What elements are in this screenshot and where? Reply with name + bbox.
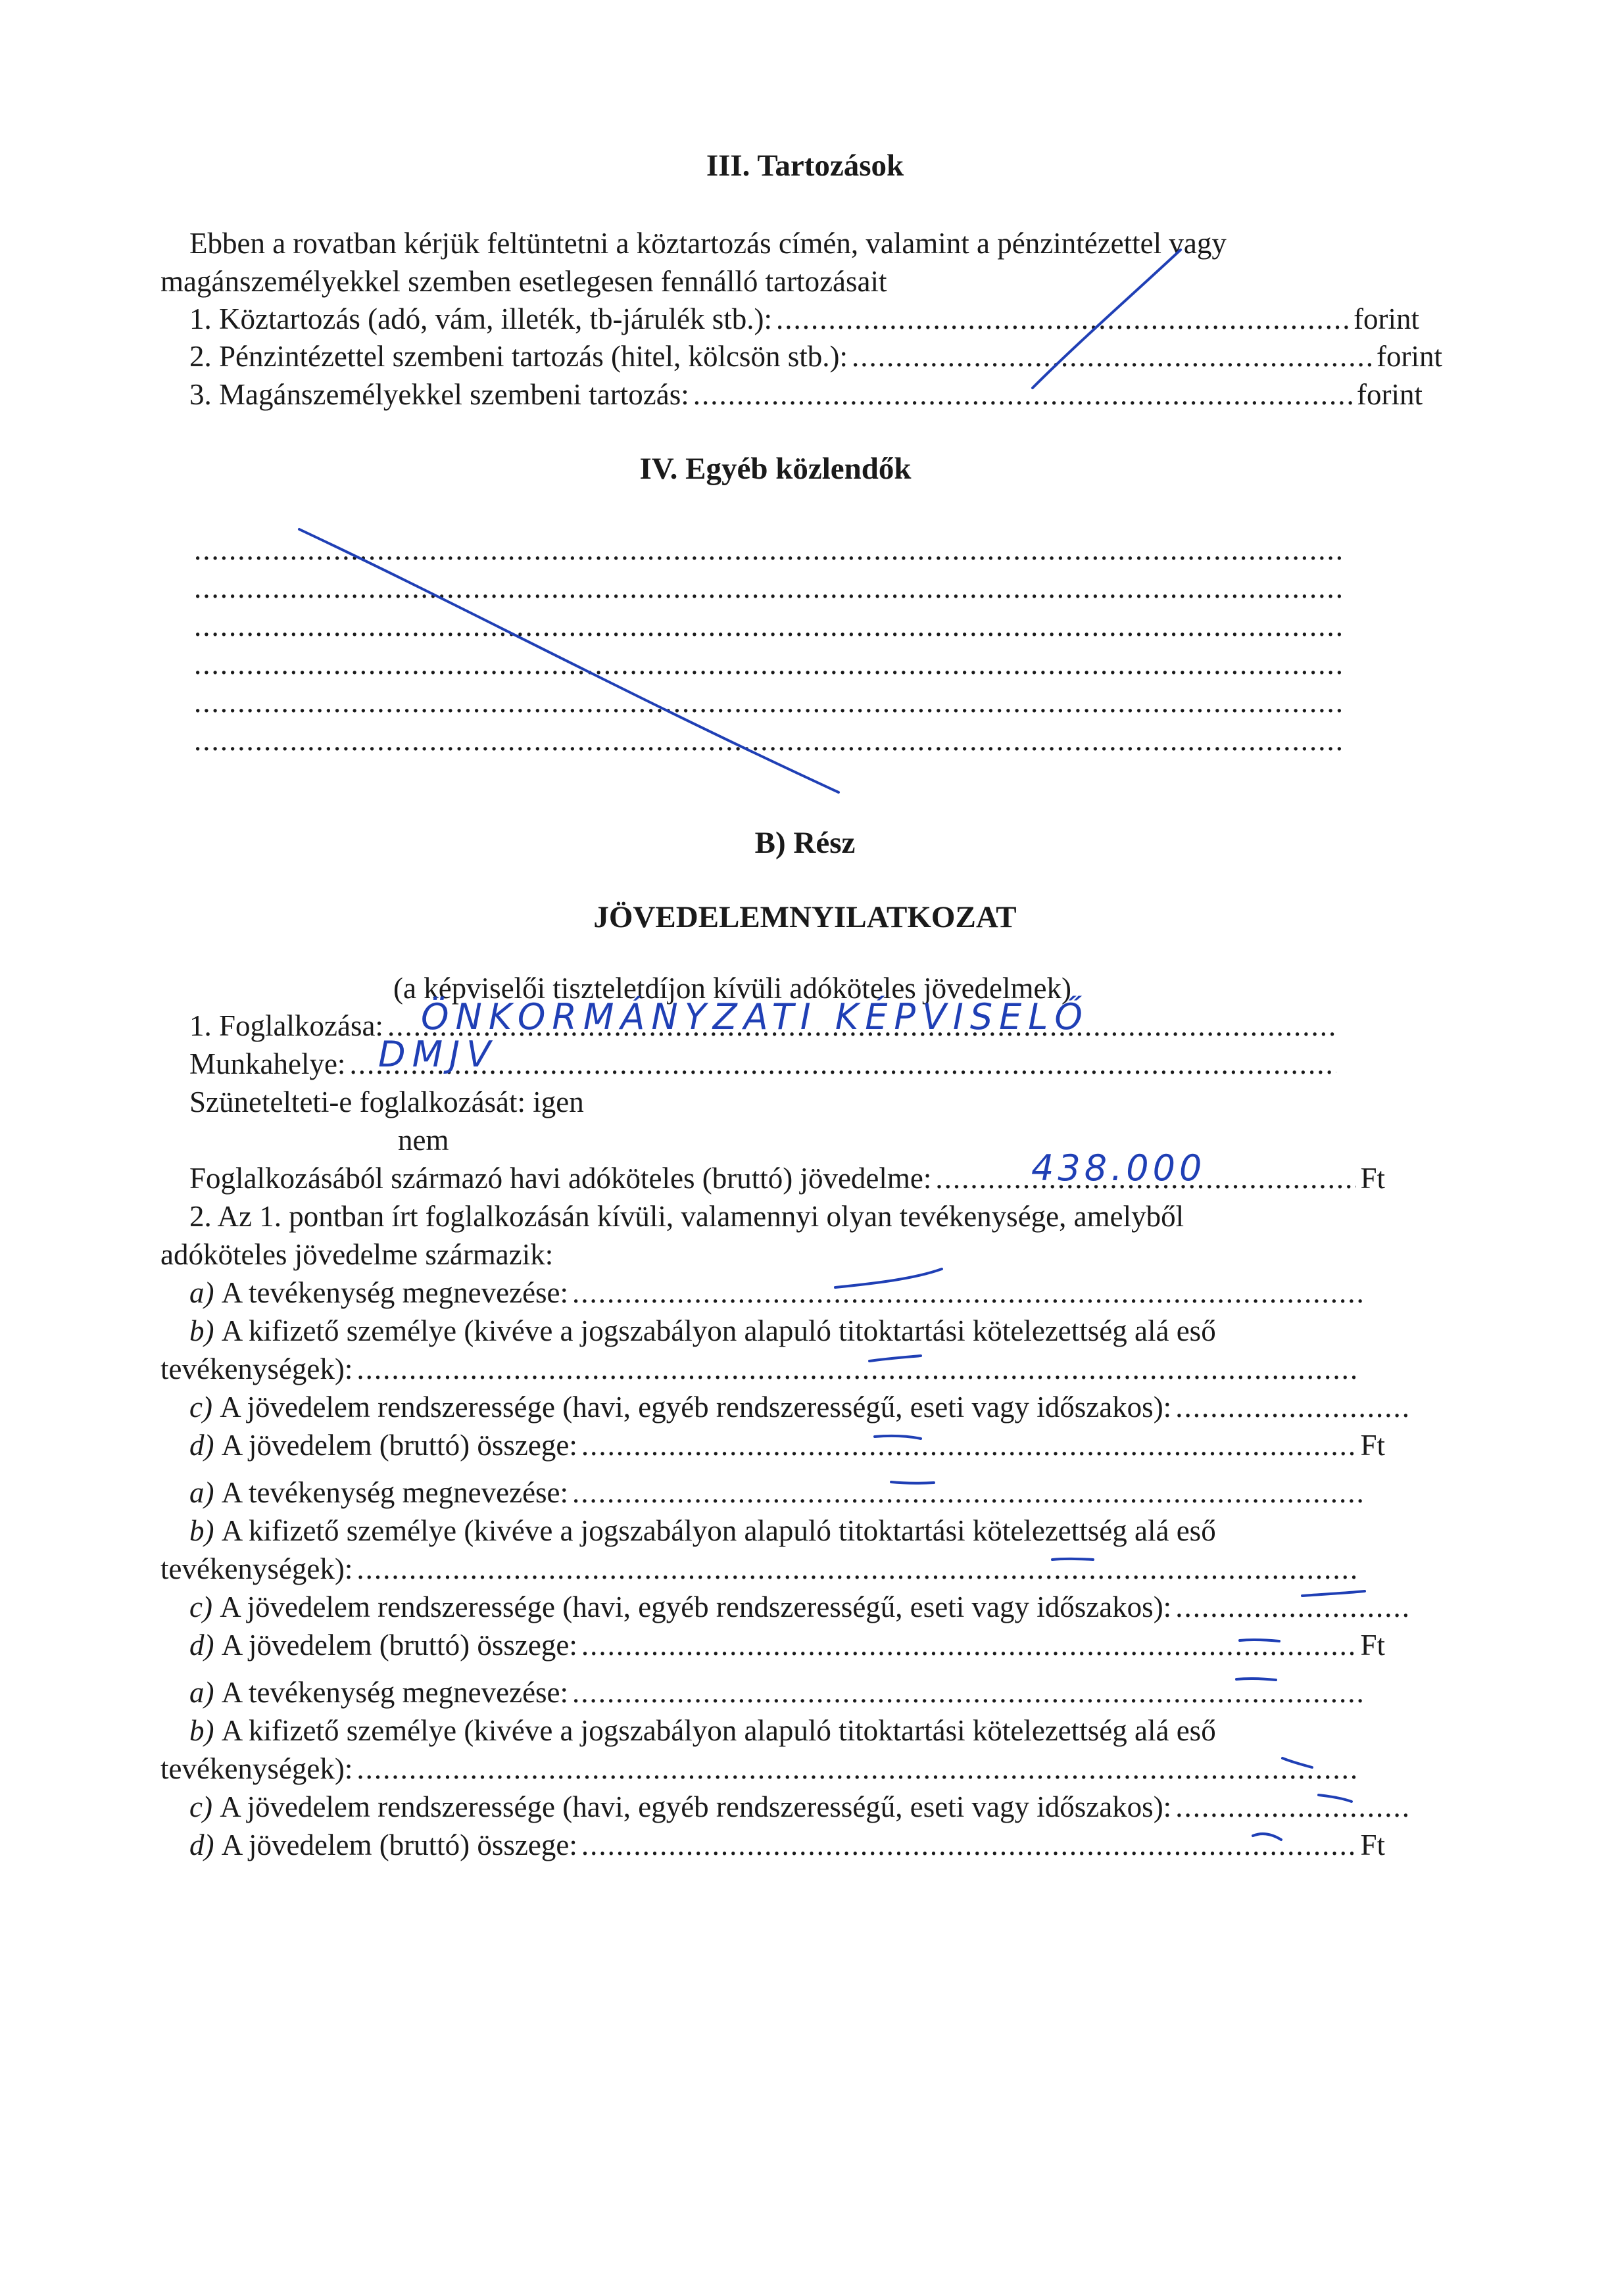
workplace-row	[189, 1044, 1340, 1084]
activity-1-name-row	[189, 1273, 1367, 1312]
activity-2-name-field	[572, 1473, 1363, 1512]
activity-2-payer-cont-row	[160, 1549, 1364, 1589]
activity-1-payer-label: A kifizető személye (kivéve a jogszabályon alapuló titoktartási kötelezettség alá eső	[221, 1314, 1216, 1347]
activity-1-name-label: A tevékenység megnevezése:	[221, 1276, 569, 1309]
notes-line-6	[190, 721, 1348, 760]
activity-1-letter-d: d)	[189, 1429, 214, 1462]
activity-3-regularity-label: A jövedelem rendszeressége (havi, egyéb rendszerességű, eseti vagy időszakos):	[220, 1790, 1172, 1823]
notes-line-5-dots	[194, 682, 1344, 722]
notes-line-1-dots	[194, 530, 1344, 569]
suspend-option-no: nem	[398, 1124, 449, 1157]
activity-1-regularity-label: A jövedelem rendszeressége (havi, egyéb rendszerességű, eseti vagy időszakos):	[220, 1391, 1172, 1423]
activity-1-amount-field	[581, 1425, 1357, 1465]
activity-3-regularity-row	[189, 1787, 1413, 1827]
section-4-title: IV. Egyéb közlendők	[639, 452, 912, 486]
activity-2-letter-a: a)	[189, 1476, 214, 1509]
debt-row-3	[189, 375, 1423, 414]
monthly-income-handwritten-value: 438.000	[1031, 1147, 1206, 1189]
debt-row-3-field	[693, 375, 1353, 414]
activity-2-regularity-label: A jövedelem rendszeressége (havi, egyéb rendszerességű, eseti vagy időszakos):	[220, 1590, 1172, 1623]
activity-1-payer-cont: tevékenységek):	[160, 1352, 353, 1385]
notes-line-6-dots	[194, 721, 1344, 760]
notes-line-5	[190, 682, 1348, 722]
activity-3-letter-a: a)	[189, 1676, 214, 1709]
income-declaration-title: JÖVEDELEMNYILATKOZAT	[593, 900, 1017, 934]
activity-3-name-row	[189, 1673, 1367, 1712]
notes-line-4	[190, 644, 1348, 684]
debt-row-2-label: 2. Pénzintézettel szembeni tartozás (hitel, kölcsön stb.):	[189, 340, 848, 373]
notes-line-2	[190, 568, 1348, 608]
income-declaration-note: (a képviselői tiszteletdíjon kívüli adóköteles jövedelmek)	[393, 972, 1071, 1005]
activity-3-payer-label: A kifizető személye (kivéve a jogszabályon alapuló titoktartási kötelezettség alá eső	[221, 1714, 1216, 1747]
debt-row-1-unit: forint	[1354, 302, 1419, 335]
part-b-title: B) Rész	[754, 826, 856, 860]
monthly-income-unit: Ft	[1360, 1162, 1385, 1195]
activity-3-letter-c: c)	[189, 1790, 212, 1823]
notes-line-2-dots	[194, 568, 1344, 608]
activity-1-payer-field	[356, 1349, 1360, 1389]
activity-2-payer-field	[356, 1549, 1360, 1589]
activity-3-payer-cont: tevékenységek):	[160, 1752, 353, 1785]
section-3-intro-line-2: magánszemélyekkel szemben esetlegesen fennálló tartozásait	[160, 265, 887, 298]
activity-3-amount-row	[189, 1825, 1385, 1865]
activity-1-payer-row	[189, 1311, 1216, 1351]
notes-line-3-dots	[194, 606, 1344, 646]
activity-3-regularity-field	[1175, 1787, 1409, 1827]
debt-row-2-unit: forint	[1377, 340, 1442, 373]
debt-row-3-label: 3. Magánszemélyekkel szembeni tartozás:	[189, 378, 689, 411]
monthly-income-label: Foglalkozásából származó havi adóköteles (bruttó) jövedelme:	[189, 1162, 932, 1195]
activity-3-payer-field	[356, 1749, 1360, 1788]
debt-row-1-field	[776, 299, 1350, 339]
other-income-line-1: 2. Az 1. pontban írt foglalkozásán kívüli, valamennyi olyan tevékenysége, amelyből	[189, 1200, 1184, 1233]
activity-1-regularity-field	[1175, 1387, 1409, 1427]
debt-row-2	[189, 337, 1442, 376]
activity-2-letter-b: b)	[189, 1514, 214, 1547]
activity-3-payer-row	[189, 1711, 1216, 1750]
workplace-field	[349, 1044, 1336, 1084]
activity-3-amount-unit: Ft	[1360, 1829, 1385, 1861]
activity-2-name-row	[189, 1473, 1367, 1512]
workplace-label: Munkahelye:	[189, 1047, 346, 1080]
activity-3-amount-label: A jövedelem (bruttó) összege:	[221, 1829, 577, 1861]
activity-1-amount-row	[189, 1425, 1385, 1465]
activity-3-name-label: A tevékenység megnevezése:	[221, 1676, 569, 1709]
debt-row-2-field	[852, 337, 1373, 376]
activity-2-amount-row	[189, 1625, 1385, 1665]
activity-1-letter-b: b)	[189, 1314, 214, 1347]
activity-3-name-field	[572, 1673, 1363, 1712]
section-3-title: III. Tartozások	[706, 149, 904, 183]
other-income-line-2: adóköteles jövedelme származik:	[160, 1238, 554, 1271]
workplace-handwritten-value: DMJV	[378, 1034, 498, 1075]
notes-line-1	[190, 530, 1348, 569]
activity-3-letter-d: d)	[189, 1829, 214, 1861]
activity-2-amount-field	[581, 1625, 1357, 1665]
activity-2-name-label: A tevékenység megnevezése:	[221, 1476, 569, 1509]
activity-2-letter-c: c)	[189, 1590, 212, 1623]
occupation-handwritten-value: ÖNKORMÁNYZATI KÉPVISELŐ	[421, 996, 1089, 1038]
debt-row-1	[189, 299, 1419, 339]
activity-2-regularity-field	[1175, 1587, 1409, 1627]
activity-1-amount-unit: Ft	[1360, 1429, 1385, 1462]
activity-1-regularity-row	[189, 1387, 1413, 1427]
activity-1-letter-a: a)	[189, 1276, 214, 1309]
activity-2-regularity-row	[189, 1587, 1413, 1627]
activity-1-amount-label: A jövedelem (bruttó) összege:	[221, 1429, 577, 1462]
notes-line-3	[190, 606, 1348, 646]
activity-2-payer-label: A kifizető személye (kivéve a jogszabályon alapuló titoktartási kötelezettség alá eső	[221, 1514, 1216, 1547]
notes-line-4-dots	[194, 644, 1344, 684]
activity-1-letter-c: c)	[189, 1391, 212, 1423]
activity-2-letter-d: d)	[189, 1629, 214, 1662]
activity-3-amount-field	[581, 1825, 1357, 1865]
debt-row-3-unit: forint	[1357, 378, 1423, 411]
activity-1-name-field	[572, 1273, 1363, 1312]
debt-row-1-label: 1. Köztartozás (adó, vám, illeték, tb-járulék stb.):	[189, 302, 772, 335]
activity-2-amount-label: A jövedelem (bruttó) összege:	[221, 1629, 577, 1662]
occupation-label: 1. Foglalkozása:	[189, 1009, 383, 1042]
activity-2-payer-cont: tevékenységek):	[160, 1552, 353, 1585]
activity-1-payer-cont-row	[160, 1349, 1364, 1389]
activity-2-amount-unit: Ft	[1360, 1629, 1385, 1662]
activity-2-payer-row	[189, 1511, 1216, 1550]
suspend-question: Szünetelteti-e foglalkozását: igen	[189, 1086, 584, 1118]
activity-3-payer-cont-row	[160, 1749, 1364, 1788]
activity-3-letter-b: b)	[189, 1714, 214, 1747]
section-3-intro-line-1: Ebben a rovatban kérjük feltüntetni a köztartozás címén, valamint a pénzintézettel vagy	[189, 227, 1227, 260]
